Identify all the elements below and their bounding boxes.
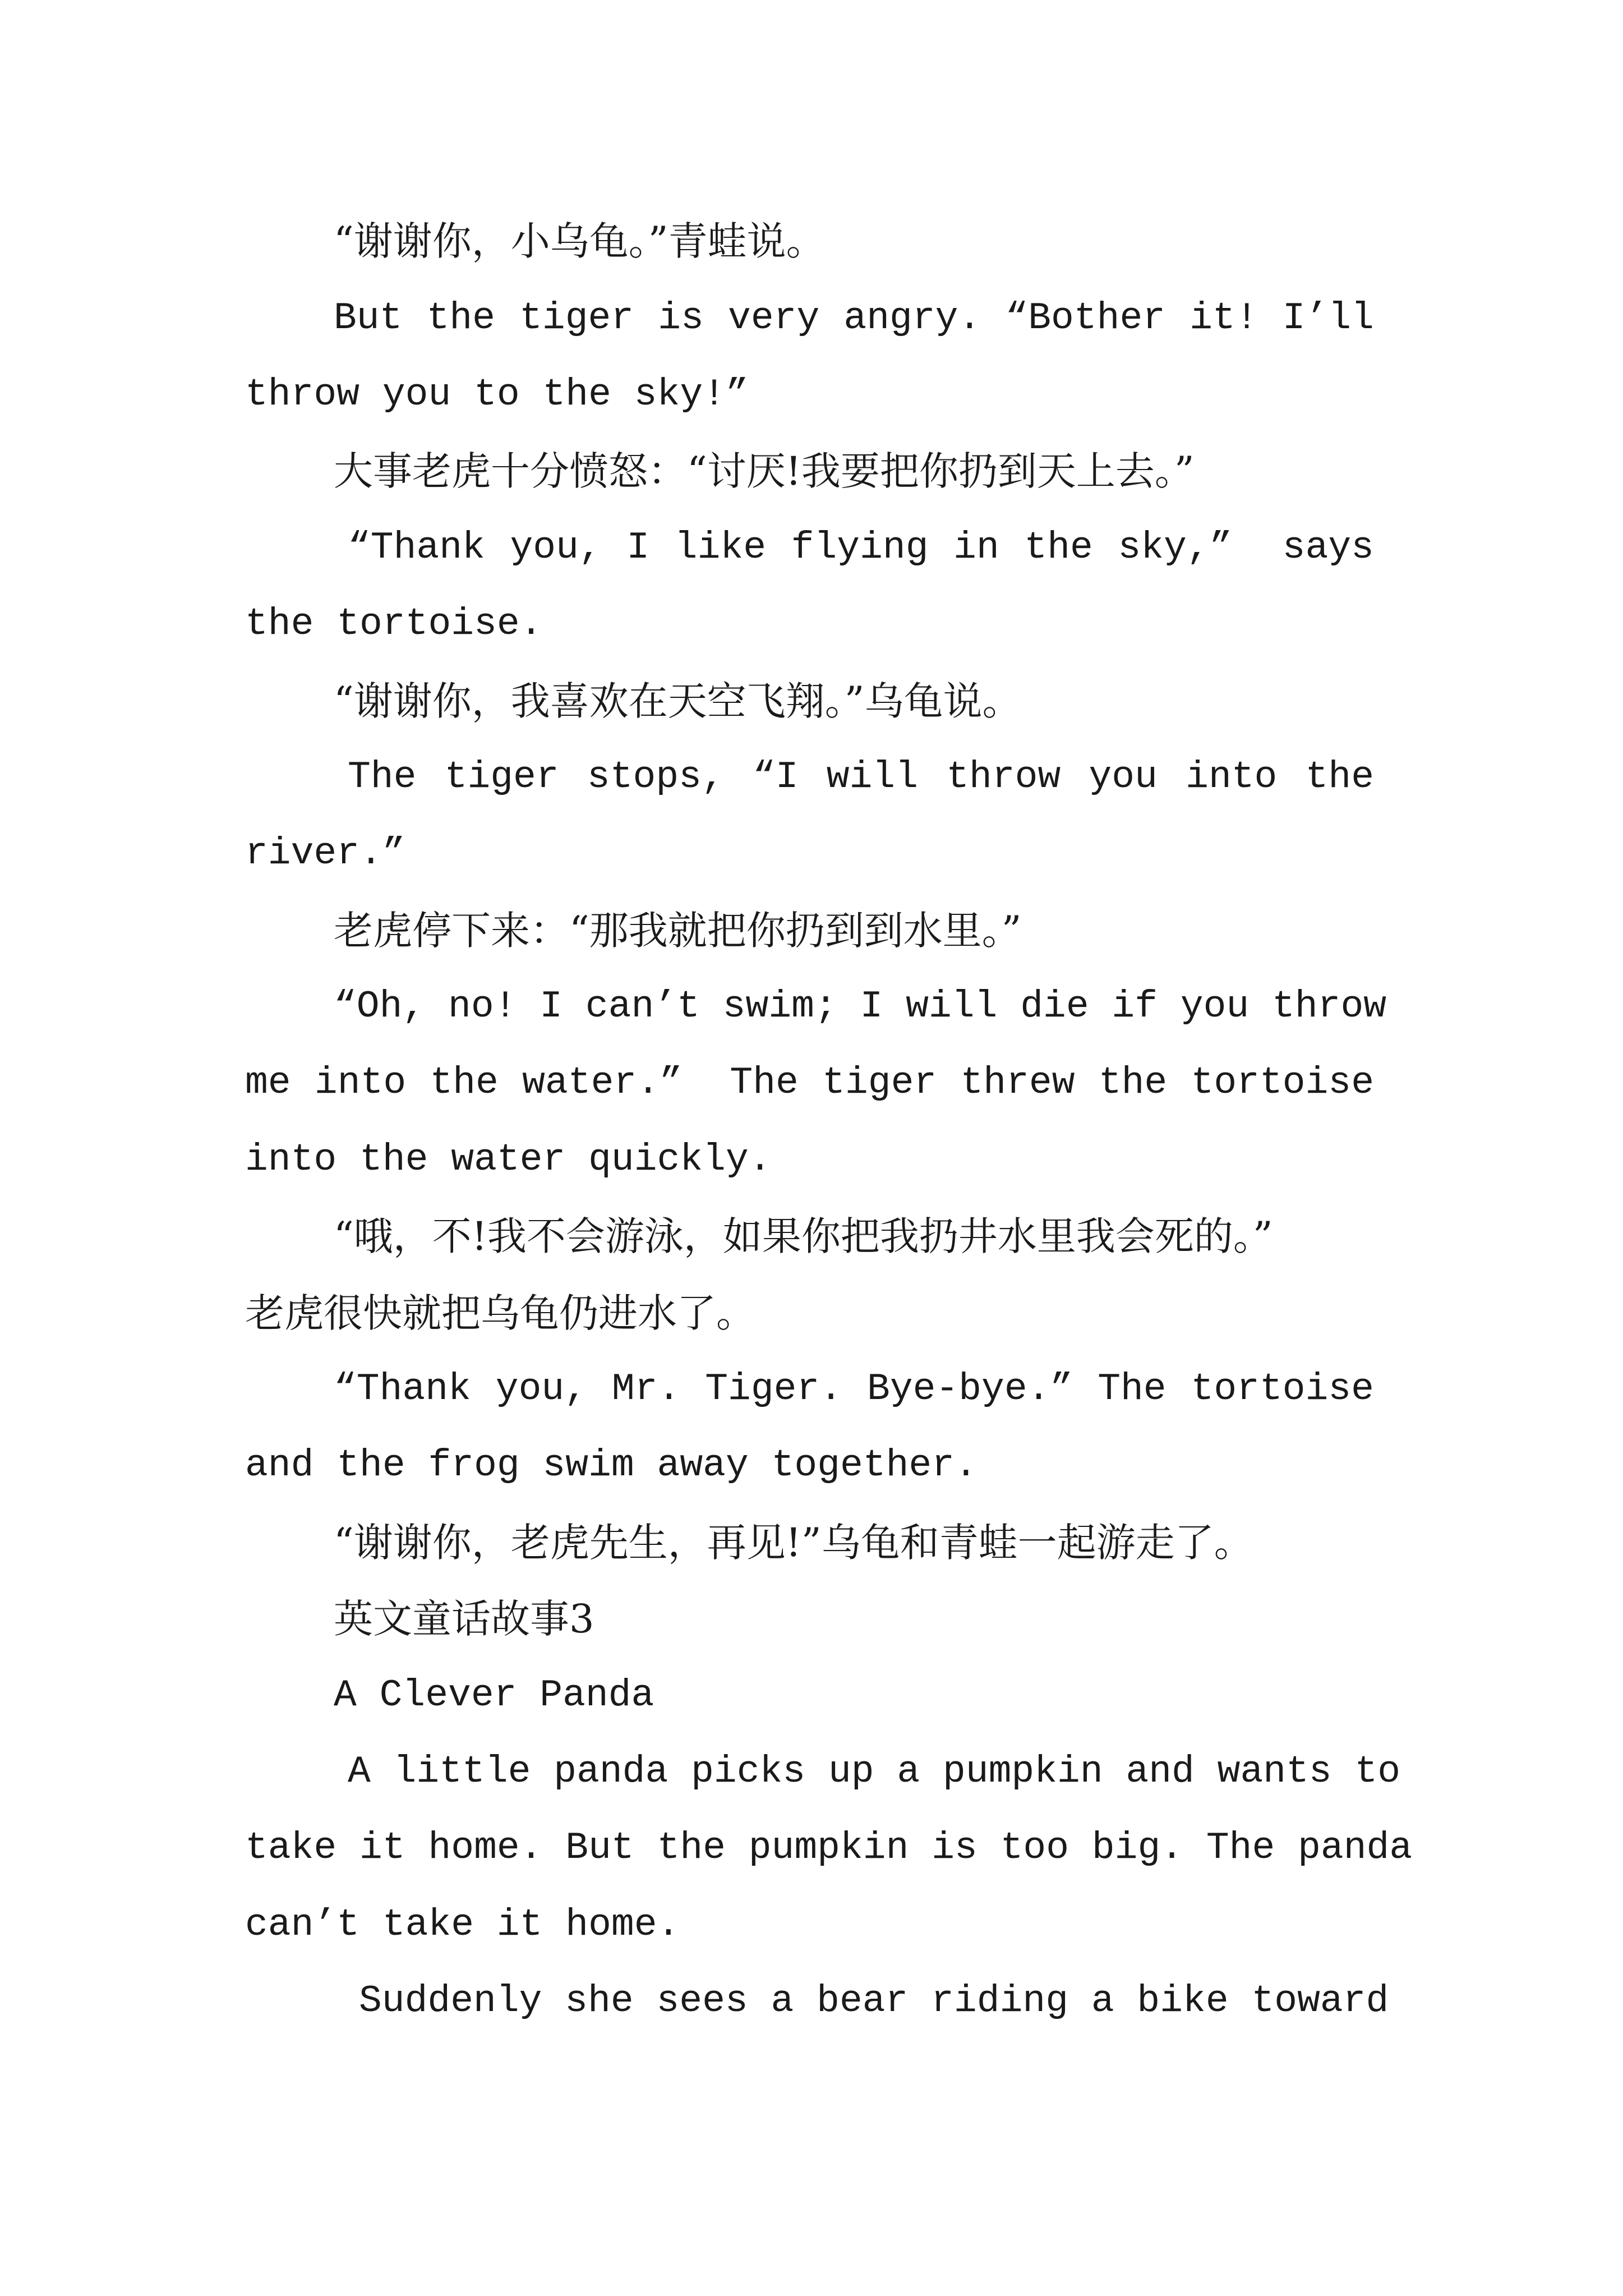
text-line-5: “Thank you, I like flying in the sky,” says <box>348 526 1374 569</box>
text-line-16: “Thank you, Mr. Tiger. Bye-bye.” The tortoise <box>334 1368 1374 1411</box>
story-title: A Clever Panda <box>334 1674 654 1717</box>
text-line-8: The tiger stops, “I will throw you into the <box>348 756 1374 799</box>
text-line-12: me into the water.” The tiger threw the tortoise <box>245 1061 1374 1105</box>
text-line-11: “Oh, no! I can’t swim; I will die if you throw <box>334 985 1387 1028</box>
text-line-14: “哦，不!我不会游泳，如果你把我扔井水里我会死的。” <box>334 1213 1273 1259</box>
text-line-7: “谢谢你，我喜欢在天空飞翔。”乌龟说。 <box>334 678 1022 724</box>
text-line-18: “谢谢你，老虎先生，再见!”乌龟和青蛙一起游走了。 <box>334 1520 1253 1566</box>
section-heading: 英文童话故事3 <box>334 1596 594 1642</box>
text-line-10: 老虎停下来：“那我就把你扔到到水里。” <box>334 908 1022 954</box>
text-line-4: 大事老虎十分愤怒：“讨厌!我要把你扔到天上去。” <box>334 448 1195 494</box>
text-line-9: river.” <box>245 832 405 875</box>
text-line-22: take it home. But the pumpkin is too big. The panda <box>245 1826 1413 1870</box>
text-line-15: 老虎很快就把乌龟仍进水了。 <box>245 1290 755 1336</box>
text-line-6: the tortoise. <box>245 602 543 646</box>
text-line-3: throw you to the sky!” <box>245 373 749 416</box>
text-line-24: Suddenly she sees a bear riding a bike toward <box>359 1980 1389 2023</box>
text-line-2: But the tiger is very angry. “Bother it! I’ll <box>334 297 1374 340</box>
text-line-13: into the water quickly. <box>245 1138 772 1181</box>
text-line-17: and the frog swim away together. <box>245 1444 978 1487</box>
text-line-21: A little panda picks up a pumpkin and wants to <box>348 1750 1401 1793</box>
text-line-1: “谢谢你，小乌龟。”青蛙说。 <box>334 218 826 264</box>
text-line-23: can’t take it home. <box>245 1903 680 1947</box>
